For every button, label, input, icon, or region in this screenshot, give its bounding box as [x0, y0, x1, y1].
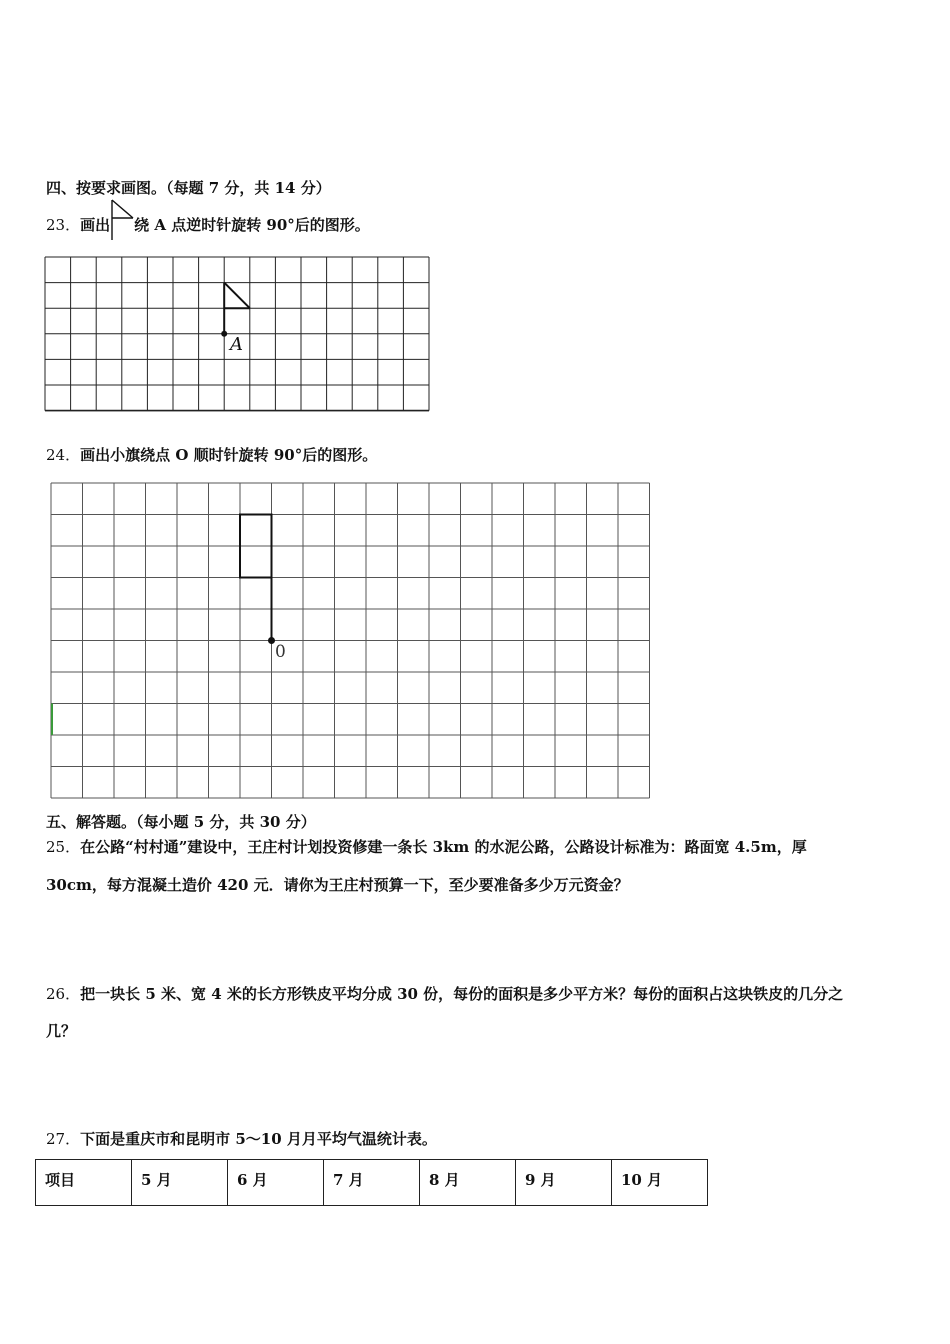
point-a — [221, 331, 227, 337]
question-23 — [46, 214, 370, 235]
question-23-prefix: 画出 — [80, 216, 111, 234]
table-header-row — [36, 1160, 708, 1206]
question-number: 27． — [46, 1130, 81, 1148]
grid-question-24 — [51, 483, 652, 793]
question-number: 26． — [46, 985, 81, 1003]
question-24-text: 画出小旗绕点 O 顺时针旋转 90°后的图形。 — [80, 446, 378, 464]
section-4-heading: 四、按要求画图。（每题 7 分，共 14 分） — [46, 179, 331, 197]
table-cell: 7 月 — [324, 1160, 420, 1206]
question-number: 24． — [46, 446, 81, 464]
question-number: 25． — [46, 838, 81, 856]
question-27 — [46, 1128, 437, 1149]
question-24 — [46, 444, 377, 465]
point-a-label: A — [230, 334, 243, 355]
table-cell: 9 月 — [516, 1160, 612, 1206]
section-5-heading: 五、解答题。（每小题 5 分，共 30 分） — [46, 813, 316, 831]
point-o-label: 0 — [275, 642, 286, 662]
question-27-text: 下面是重庆市和昆明市 5～10 月月平均气温统计表。 — [80, 1130, 437, 1148]
table-cell: 项目 — [36, 1160, 132, 1206]
question-number: 23． — [46, 216, 81, 234]
question-25-line-1 — [46, 836, 807, 857]
temperature-table — [35, 1159, 708, 1206]
question-26-line-1 — [46, 983, 843, 1004]
question-23-suffix: 绕 A 点逆时针旋转 90°后的图形。 — [134, 216, 370, 234]
table-cell: 5 月 — [132, 1160, 228, 1206]
table-cell: 8 月 — [420, 1160, 516, 1206]
table-cell: 10 月 — [612, 1160, 708, 1206]
question-26-text: 把一块长 5 米、宽 4 米的长方形铁皮平均分成 30 份，每份的面积是多少平方米？每份的面积占这块铁皮的几分之 — [80, 985, 844, 1003]
question-25-text: 在公路“村村通”建设中，王庄村计划投资修建一条长 3km 的水泥公路，公路设计标准为：路面宽 4.5m，厚 — [80, 838, 807, 856]
table-cell: 6 月 — [228, 1160, 324, 1206]
flag-edge — [224, 283, 250, 309]
point-o — [268, 637, 275, 644]
question-26-line-2: 几？ — [46, 1022, 77, 1040]
question-25-line-2: 30cm，每方混凝土造价 420 元．请你为王庄村预算一下，至少要准备多少万元资金？ — [46, 876, 629, 894]
inline-flag-icon — [110, 198, 136, 242]
